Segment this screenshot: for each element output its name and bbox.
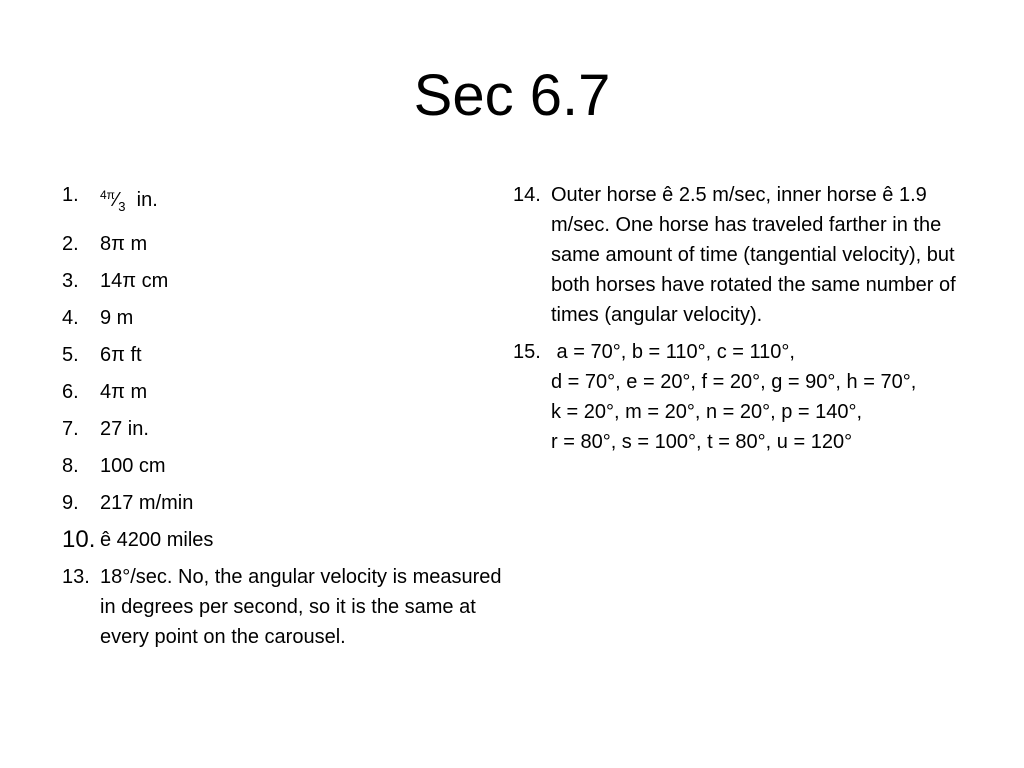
item-number: 1. — [62, 184, 79, 206]
answer-item — [62, 340, 512, 370]
answer-item — [62, 562, 512, 652]
item-number: 15. — [513, 341, 541, 363]
item-text — [100, 180, 512, 222]
answer-item — [62, 414, 512, 444]
item-number: 2. — [62, 233, 79, 255]
item-number: 8. — [62, 455, 79, 477]
angle-line: d = 70°, e = 20°, f = 20°, g = 90°, h = 70°, — [551, 371, 917, 393]
item-number: 6. — [62, 381, 79, 403]
answers-right-column — [513, 180, 973, 464]
item-text: 6π ft — [100, 344, 142, 366]
item-number: 10. — [62, 526, 96, 553]
answer-item — [62, 266, 512, 296]
item-number: 13. — [62, 566, 90, 588]
unit-text: in. — [136, 189, 158, 211]
item-number: 5. — [62, 344, 79, 366]
item-text: 9 m — [100, 307, 134, 329]
item-text: 4π m — [100, 381, 148, 403]
answer-item — [62, 451, 512, 481]
item-number: 9. — [62, 492, 79, 514]
answer-item — [62, 303, 512, 333]
item-text: 18°/sec. No, the angular velocity is measured in degrees per second, so it is the same at every point on the carousel. — [100, 566, 502, 648]
item-number: 14. — [513, 184, 541, 206]
fraction-numerator: 4π — [100, 188, 115, 202]
item-text — [551, 337, 973, 457]
item-number: 3. — [62, 270, 79, 292]
angle-line: k = 20°, m = 20°, n = 20°, p = 140°, — [551, 401, 863, 423]
angle-line: a = 70°, b = 110°, c = 110°, — [551, 341, 795, 363]
item-text: 217 m/min — [100, 492, 194, 514]
item-text: Outer horse ê 2.5 m/sec, inner horse ê 1.9 m/sec. One horse has traveled farther in the same amount of time (tangential velocity), but both horses have rotated the same number of times (angular velocity). — [551, 184, 956, 326]
answers-left-column — [62, 180, 512, 659]
answer-item — [62, 488, 512, 518]
answer-item — [62, 377, 512, 407]
slide-title: Sec 6.7 — [413, 63, 611, 128]
answer-item — [62, 180, 512, 222]
item-number: 7. — [62, 418, 79, 440]
angle-line: r = 80°, s = 100°, t = 80°, u = 120° — [551, 431, 853, 453]
item-text: ê 4200 miles — [100, 529, 214, 551]
item-text: 27 in. — [100, 418, 149, 440]
item-text: 100 cm — [100, 455, 166, 477]
item-number: 4. — [62, 307, 79, 329]
fraction-denominator: 3 — [118, 199, 126, 214]
answer-item — [62, 525, 512, 555]
answer-item — [513, 337, 973, 457]
fraction — [100, 188, 126, 214]
fraction-slash: ⁄ — [114, 189, 119, 211]
answer-item — [62, 229, 512, 259]
item-text: 14π cm — [100, 270, 169, 292]
answer-item — [513, 180, 973, 330]
item-text: 8π m — [100, 233, 148, 255]
